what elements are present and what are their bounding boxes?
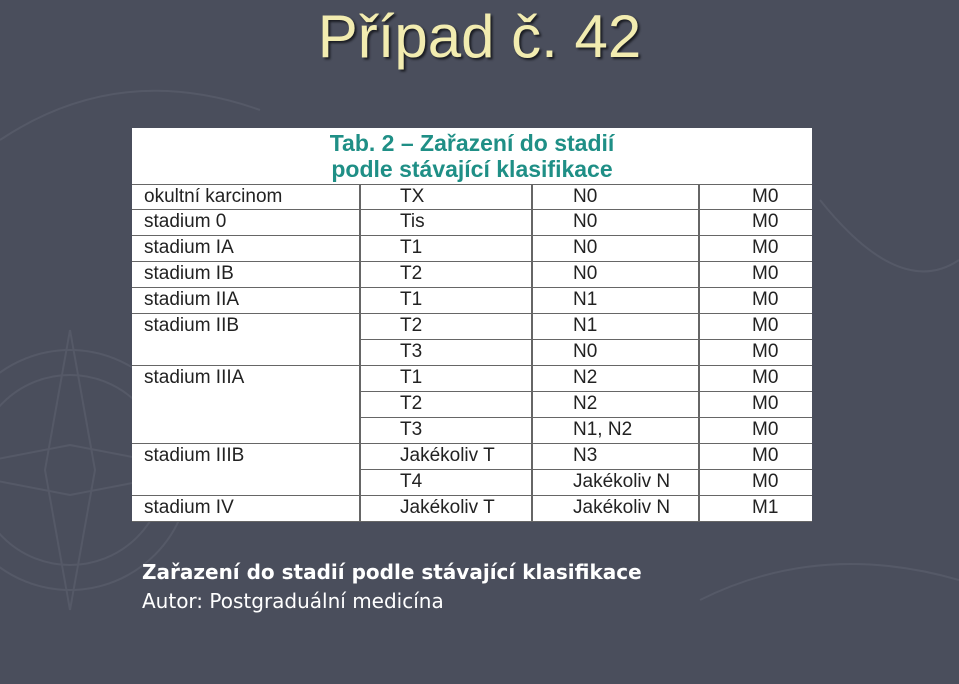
n-cell: N0: [573, 237, 598, 258]
n-cell: N1: [573, 315, 598, 336]
m-cell: M0: [752, 237, 779, 258]
t-cell: T3: [400, 419, 423, 440]
table-row: [132, 262, 812, 288]
table-row: [132, 184, 812, 210]
table-row: [132, 210, 812, 236]
table-row: [132, 470, 812, 496]
t-cell: T2: [400, 393, 423, 414]
n-cell: N0: [573, 186, 598, 207]
stage-cell: stadium IV: [144, 497, 234, 518]
t-cell: T2: [400, 315, 423, 336]
staging-table-figure: [132, 128, 812, 521]
stage-cell: okultní karcinom: [144, 186, 283, 207]
t-cell: TX: [400, 186, 425, 207]
m-cell: M0: [752, 367, 779, 388]
column-divider: [359, 184, 361, 521]
n-cell: N0: [573, 211, 598, 232]
t-cell: T3: [400, 341, 423, 362]
m-cell: M0: [752, 263, 779, 284]
t-cell: Jakékoliv T: [400, 445, 495, 466]
n-cell: N3: [573, 445, 598, 466]
stage-cell: stadium IA: [144, 237, 234, 258]
table-row: [132, 314, 812, 340]
table-heading-line1: Tab. 2 – Zařazení do stadií: [329, 130, 615, 156]
m-cell: M0: [752, 186, 779, 207]
m-cell: M0: [752, 289, 779, 310]
m-cell: M0: [752, 315, 779, 336]
t-cell: T2: [400, 263, 423, 284]
table-row: [132, 418, 812, 444]
stage-cell: stadium 0: [144, 211, 227, 232]
stage-cell: stadium IIA: [144, 289, 240, 310]
caption-title: Zařazení do stadií podle stávající klasifikace: [142, 560, 642, 584]
column-divider: [531, 184, 533, 521]
stage-cell: stadium IIIB: [144, 445, 245, 466]
table-row: [132, 340, 812, 366]
merged-cell-cover: [132, 338, 359, 342]
t-cell: T1: [400, 367, 423, 388]
merged-cell-cover: [132, 390, 359, 394]
m-cell: M0: [752, 419, 779, 440]
column-divider: [698, 184, 700, 521]
table-row: [132, 366, 812, 392]
table-row: [132, 288, 812, 314]
n-cell: Jakékoliv N: [573, 497, 671, 518]
table-row: [132, 496, 812, 522]
table-heading-line2: podle stávající klasifikace: [331, 156, 613, 182]
n-cell: N1, N2: [573, 419, 633, 440]
m-cell: M1: [752, 497, 779, 518]
table-row: [132, 444, 812, 470]
n-cell: N1: [573, 289, 598, 310]
caption-author: Autor: Postgraduální medicína: [142, 589, 444, 613]
t-cell: Jakékoliv T: [400, 497, 495, 518]
t-cell: T1: [400, 289, 423, 310]
m-cell: M0: [752, 445, 779, 466]
t-cell: T1: [400, 237, 423, 258]
table-row: [132, 392, 812, 418]
m-cell: M0: [752, 471, 779, 492]
m-cell: M0: [752, 341, 779, 362]
merged-cell-cover: [132, 468, 359, 472]
stage-cell: stadium IB: [144, 263, 234, 284]
m-cell: M0: [752, 211, 779, 232]
m-cell: M0: [752, 393, 779, 414]
t-cell: T4: [400, 471, 423, 492]
stage-cell: stadium IIB: [144, 315, 240, 336]
n-cell: N2: [573, 367, 598, 388]
n-cell: Jakékoliv N: [573, 471, 671, 492]
table-row: [132, 236, 812, 262]
n-cell: N2: [573, 393, 598, 414]
merged-cell-cover: [132, 416, 359, 420]
stage-cell: stadium IIIA: [144, 367, 245, 388]
n-cell: N0: [573, 341, 598, 362]
n-cell: N0: [573, 263, 598, 284]
slide-title: Případ č. 42: [317, 3, 642, 70]
t-cell: Tis: [400, 211, 425, 232]
